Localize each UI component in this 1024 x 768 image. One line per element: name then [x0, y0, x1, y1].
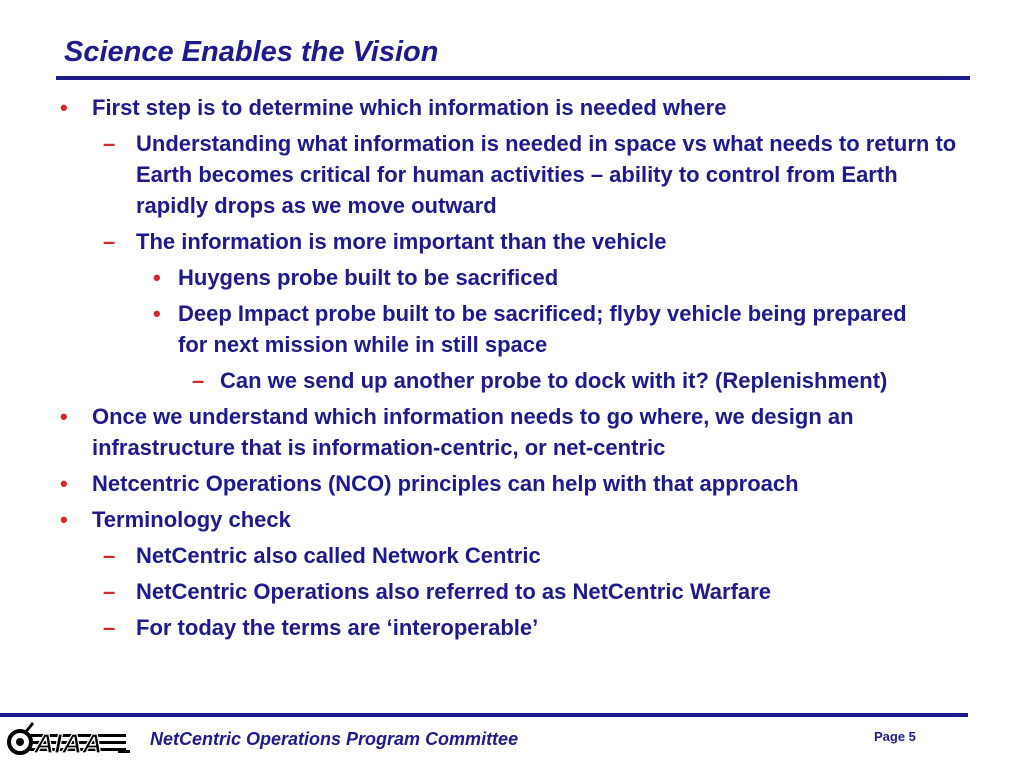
- bullet-text: First step is to determine which information is needed where: [92, 95, 727, 120]
- bullet-item-level-2: [0, 540, 964, 571]
- aiaa-logo-icon: [4, 720, 134, 760]
- bullet-item-level-1: [0, 504, 952, 535]
- bullet-list: [0, 92, 1024, 648]
- bullet-item-level-1: [0, 92, 952, 123]
- bullet-text: Can we send up another probe to dock with it? (Replenishment): [220, 368, 888, 393]
- committee-name: NetCentric Operations Program Committee: [150, 729, 519, 749]
- slide-title: Science Enables the Vision: [64, 36, 439, 68]
- bullet-dot-icon: •: [60, 404, 68, 429]
- bullet-dot-icon: •: [153, 301, 161, 326]
- bullet-dot-icon: •: [153, 265, 161, 290]
- bullet-item-level-2: [0, 612, 964, 643]
- bullet-text: Netcentric Operations (NCO) principles can help with that approach: [92, 471, 799, 496]
- bullet-item-level-4: [0, 365, 900, 396]
- bullet-text: The information is more important than the vehicle: [136, 229, 667, 254]
- bullet-text: Once we understand which information needs to go where, we design an infrastructure that is information-centric, or net-centric: [92, 404, 854, 460]
- bullet-dot-icon: •: [60, 95, 68, 120]
- footer-divider: [0, 713, 968, 717]
- bullet-dash-icon: –: [103, 543, 116, 568]
- bullet-text: Understanding what information is needed in space vs what needs to return to Earth becomes critical for human activities – ability to control from Earth rapidly drops as we move outward: [136, 131, 957, 218]
- bullet-dash-icon: –: [103, 131, 116, 156]
- bullet-item-level-2: [0, 128, 964, 221]
- bullet-text: Deep Impact probe built to be sacrificed; flyby vehicle being prepared for next mission while in still space: [178, 301, 907, 357]
- bullet-text: NetCentric also called Network Centric: [136, 543, 541, 568]
- svg-text:AIAA: AIAA: [34, 728, 103, 759]
- bullet-item-level-2: [0, 576, 964, 607]
- bullet-text: NetCentric Operations also referred to as NetCentric Warfare: [136, 579, 771, 604]
- bullet-text: Huygens probe built to be sacrificed: [178, 265, 559, 290]
- bullet-dot-icon: •: [60, 507, 68, 532]
- bullet-dash-icon: –: [103, 579, 116, 604]
- bullet-text: Terminology check: [92, 507, 291, 532]
- bullet-item-level-2: [0, 226, 964, 257]
- title-divider: [56, 76, 970, 80]
- bullet-text: For today the terms are ‘interoperable’: [136, 615, 539, 640]
- bullet-dash-icon: –: [103, 615, 116, 640]
- bullet-item-level-1: [0, 468, 952, 499]
- bullet-dash-icon: –: [192, 368, 205, 393]
- bullet-item-level-3: [0, 262, 938, 293]
- bullet-dot-icon: •: [60, 471, 68, 496]
- bullet-dash-icon: –: [103, 229, 116, 254]
- bullet-item-level-3: [0, 298, 938, 360]
- bullet-item-level-1: [0, 401, 952, 463]
- page-number: Page 5: [874, 729, 916, 744]
